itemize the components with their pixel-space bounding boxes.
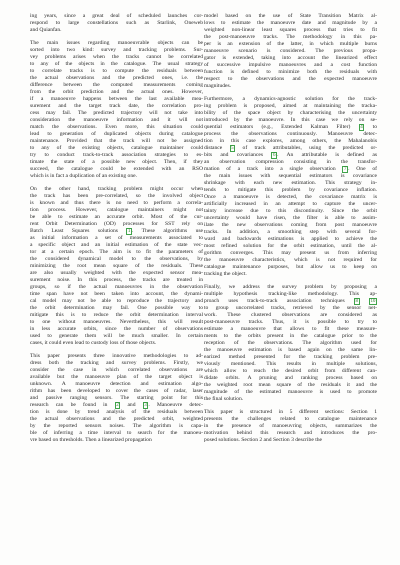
text-line: tion in this case explores, among others, the Mahalanobis bbox=[204, 138, 377, 144]
text-line: per is an extension of the latter, in which multiple burns bbox=[204, 41, 377, 47]
text-line: and Quianfan. bbox=[30, 27, 62, 33]
text-line: the track has been pre-correlated, so the involved object bbox=[30, 193, 203, 199]
text-line: presents the challenges related to catalogue maintenance bbox=[204, 416, 377, 422]
text-line: This paper is structured in 5 different sections: Section 1 bbox=[204, 409, 377, 415]
citation-link[interactable]: 5 bbox=[231, 146, 234, 151]
text-line: reception of the observations. The algorithm used for bbox=[204, 340, 377, 346]
text-line: succeed, the catalogue could be extended with an RSO bbox=[30, 166, 203, 172]
text-line: estimate a manoeuvre that allows to fit these measure- bbox=[204, 326, 377, 332]
text-line: multiple hypothesis tracking-like methodology. This ap- bbox=[204, 291, 377, 297]
text-line: the main issues with sequential estimators is covariance bbox=[204, 173, 377, 179]
text-line: tends to mitigate this problem by covariance inflation. bbox=[204, 187, 377, 193]
text-line: cases, it could even lead to custody loss of those objects. bbox=[30, 340, 157, 346]
text-line: magnitude of the estimated manoeuvre is used to promote bbox=[204, 389, 377, 395]
text-line: bility of the space object by characterising the uncertainty bbox=[204, 110, 377, 116]
citation-link[interactable]: 4 bbox=[360, 125, 363, 130]
text-line: if a manoeuvre happens between the last available mea- bbox=[30, 96, 203, 102]
text-line: minimizing the root mean square of the residuals. These bbox=[30, 263, 203, 269]
text-line: which allow to reach the desired orbit from different can- bbox=[204, 368, 377, 374]
citation-link[interactable]: 3 bbox=[144, 403, 147, 408]
text-line: the manoeuvre estimation is based again on the same lin- bbox=[204, 347, 377, 353]
text-line: respect to the observations and the expected manoeuvre bbox=[204, 76, 377, 82]
text-line: magnitudes. bbox=[204, 83, 232, 89]
text-line: viously mentioned. This results in multiple solutions, bbox=[204, 361, 377, 367]
text-line: motivation behind this research and introduces the pro- bbox=[204, 430, 377, 436]
text-line: distance 5 of track attributables, using the predicted or- bbox=[204, 145, 377, 151]
text-line: quential estimators (e.g., Extended Kalman Filter) 4 to bbox=[204, 124, 377, 130]
text-line: from the orbit prediction and the actual ones. However, bbox=[30, 89, 203, 95]
text-line: introduced by the manoeuvre. In this case we rely on se- bbox=[204, 117, 377, 123]
text-line: the actual observations and the predicted orbit, weighted bbox=[30, 416, 203, 422]
text-line: most refined solution for the orbit estimation, until the al- bbox=[204, 243, 377, 249]
text-line: consider the case in which correlated observations are bbox=[30, 367, 203, 373]
text-line: the weighted root mean square of the residuals it and the bbox=[204, 382, 377, 388]
text-line: research can be found in 2 and 3 . Manoeuvre detec- bbox=[30, 402, 203, 408]
text-line: of successive impulsive manoeuvres and a cost function bbox=[204, 62, 377, 68]
text-line: tion process. However, catalogue maintainers might not bbox=[30, 207, 203, 213]
text-line: post-manoeuvre tracks. Thus, it is possible to try to bbox=[204, 319, 377, 325]
text-line: sorted into two kind: survey and tracking problems. Sur- bbox=[30, 47, 203, 53]
text-line: ing years, since a great deal of scheduled launches cor- bbox=[30, 13, 203, 19]
text-line: posed solutions. Section 2 and Section 3 describe the bbox=[204, 437, 323, 443]
text-line: ward and backwards estimations is applied to achieve the bbox=[204, 236, 377, 242]
text-line: rithm has been developed to cover the cases of radar, laser bbox=[30, 388, 203, 394]
text-line: lead to generation of duplicated objects during catalogue bbox=[30, 131, 203, 137]
text-line: tracking the object. bbox=[204, 271, 247, 277]
text-line: process the observations continuously. Manoeuvre detec- bbox=[204, 131, 377, 137]
right-column bbox=[204, 13, 377, 444]
text-line: rent Orbit Determination (OD) processes for SST rely on bbox=[30, 221, 203, 227]
text-line: tor at a certain epoch. The aim is to fit the parameters of bbox=[30, 249, 203, 255]
text-line: This paper presents three innovative methodologies to ad- bbox=[30, 353, 203, 359]
paragraph bbox=[204, 96, 377, 278]
left-column bbox=[30, 13, 203, 444]
text-line: ing problem is proposed, aimed at maintaining the tracka- bbox=[204, 103, 377, 109]
text-line: The main issues regarding manoeuvrable objects can be bbox=[30, 40, 203, 46]
citation-link[interactable]: 8 bbox=[355, 299, 358, 304]
paragraph bbox=[30, 353, 203, 444]
text-line: ilate the new observations coming from post manoeuvre bbox=[204, 222, 377, 228]
paragraph bbox=[30, 186, 203, 347]
text-line: in the presence of manoeuvring objects, summarizes the bbox=[204, 423, 377, 429]
text-line: gorithm converges. This may present us from inferring bbox=[204, 250, 377, 256]
text-line: surement and the target track date, the correlation pro- bbox=[30, 103, 203, 109]
text-line: an observation compression consisting in the transfor- bbox=[204, 159, 377, 165]
text-line: and passive ranging sensors. The starting point for this bbox=[30, 395, 203, 401]
text-line: uncertainty would have risen, the filter is able to assim- bbox=[204, 215, 377, 221]
text-line: to any of the objects in the catalogue. The usual strategy bbox=[30, 61, 203, 67]
text-line: shrinkage with each new estimation. This strategy in- bbox=[204, 180, 377, 186]
citation-link[interactable]: 7 bbox=[344, 167, 347, 172]
text-line: work. These clustered observations are considered as bbox=[204, 312, 377, 318]
paragraph bbox=[204, 284, 377, 403]
paragraph bbox=[30, 13, 203, 34]
citation-link[interactable]: 6 bbox=[272, 153, 276, 158]
text-line: to correlate tracks is to compute the residuals between bbox=[30, 68, 203, 74]
text-line: model based on the use of State Transition Matrix al- bbox=[204, 13, 377, 19]
text-line: cal model may not be able to reproduce the trajectory and bbox=[30, 298, 203, 304]
text-line: Furthermore, a dynamics-agnostic solution for the track- bbox=[204, 96, 377, 102]
paragraph bbox=[30, 40, 203, 180]
text-line: Batch Least Squares solutions 1 . These algorithms use bbox=[30, 228, 203, 234]
text-line: function is defined to minimize both the residuals with bbox=[204, 69, 377, 75]
text-line: didate orbits. A pruning and ranking process based on bbox=[204, 375, 377, 381]
text-line: dress both the tracking and survey problems. Firstly, we bbox=[30, 360, 203, 366]
text-line: weighted non-linear least squares process that tries to fit bbox=[204, 27, 377, 33]
text-line: time span have not been taken into account, the dynami- bbox=[30, 291, 203, 297]
text-line: used to generate them will be much smaller. In certain bbox=[30, 333, 203, 339]
text-line: proach uses track-to-track association techniques 8 10 bbox=[204, 298, 376, 304]
text-line: a specific object and an initial estimation of the state vec- bbox=[30, 242, 203, 248]
text-line: are also usually weighted with the expected sensor mea- bbox=[30, 270, 203, 276]
text-line: Once a manoeuvre is detected, the covariance matrix is bbox=[204, 194, 377, 200]
text-line: the actual observations and the predicted ones, i.e. the bbox=[30, 75, 203, 81]
text-line: respond to large constellations such as Starlink, Oneweb bbox=[30, 20, 203, 26]
text-line: bits and covariances 6 . An attributable is defined as bbox=[204, 152, 377, 158]
text-line: surement noise. In this process, the tracks are treated in bbox=[30, 277, 203, 283]
text-line: the manoeuvre characteristics, which is not required for bbox=[204, 257, 377, 263]
text-line: the final solution. bbox=[204, 396, 244, 402]
text-line: to any of the existing objects, catalogue maintainer could bbox=[30, 145, 203, 151]
text-line: vre based on thresholds. Then a linearized propagation bbox=[30, 437, 152, 443]
text-line: tainty increase due to this discontinuity. Since the orbit bbox=[204, 208, 377, 214]
text-line: cess may fail. The predicted trajectory will not take into bbox=[30, 110, 203, 116]
text-line: mation of a track into a single observation 7 . One of bbox=[204, 166, 377, 172]
text-line: earized method presented for the tracking problem pre- bbox=[204, 354, 377, 360]
text-line: ble of inferring a time interval to search for the manoeu- bbox=[30, 430, 203, 436]
text-line: the post-manoeuvre tracks. The methodology in this pa- bbox=[204, 34, 377, 40]
text-line: tion is done by trend analysis of the residuals between bbox=[30, 409, 203, 415]
text-line: vey problems arises when the tracks cannot be correlated bbox=[30, 54, 203, 60]
text-line: available but the manoeuvre plan of the target object is bbox=[30, 374, 203, 380]
text-line: artificially increased in an attempt to capture the uncer- bbox=[204, 201, 377, 207]
text-line: On the other hand, tracking problem might occur when bbox=[30, 186, 203, 192]
text-line: the orbit determination may fail. One possible way to bbox=[30, 305, 203, 311]
text-line: try to conduct track-to-track association strategies to es- bbox=[30, 152, 203, 158]
citation-link[interactable]: 2 bbox=[116, 403, 119, 408]
text-line: gator is extended, taking into account the linearized effect bbox=[204, 55, 377, 61]
text-line: by the reported sensors noises. The algorithm is capa- bbox=[30, 423, 203, 429]
text-line: lows to estimate the manoeuvre date and magnitude by a bbox=[204, 20, 377, 26]
text-line: in less accurate orbits, since the number of observations bbox=[30, 326, 203, 332]
text-line: ments to the orbits present in the catalogue prior to the bbox=[204, 333, 377, 339]
text-line: to one without manoeuvres. Nevertheless, this will result bbox=[30, 319, 203, 325]
text-line: the considered dynamical model to the observations, by bbox=[30, 256, 203, 262]
text-line: maintenance. Provided that the track will not be assigned bbox=[30, 138, 203, 144]
text-line: consideration the manoeuvre information and it will not bbox=[30, 117, 203, 123]
text-line: to group uncorrelated tracks, retrieved by the sensor net- bbox=[204, 305, 377, 311]
text-line: be able to estimate an accurate orbit. Most of the cur- bbox=[30, 214, 203, 220]
text-line: tracks. In addition, a smoothing step with several for- bbox=[204, 229, 377, 235]
text-line: match the observations. Even more, this situation could bbox=[30, 124, 203, 130]
citation-link[interactable]: 1 bbox=[127, 229, 131, 234]
paragraph bbox=[204, 409, 377, 444]
text-line: timate the state of a possible new object. Then, if they bbox=[30, 159, 203, 165]
text-line: mitigate this is to reduce the orbit determination interval bbox=[30, 312, 203, 318]
citation-link[interactable]: 10 bbox=[370, 299, 376, 304]
text-line: catalogue maintenance purposes, but allow us to keep on bbox=[204, 264, 377, 270]
text-line: unknown. A manoeuvre detection and estimation algo- bbox=[30, 381, 203, 387]
text-line: is known and thus there is no need to perform a correla- bbox=[30, 200, 203, 206]
text-line: difference between the computed measurements coming bbox=[30, 82, 203, 88]
text-line: as initial information a set of measurements associated to bbox=[30, 235, 203, 241]
text-line: Finally, we address the survey problem by proposing a bbox=[204, 284, 377, 290]
paragraph bbox=[204, 13, 377, 90]
text-line: which is in fact a duplication of an existing one. bbox=[30, 173, 137, 179]
text-line: manoeuvre scenario is considered. The previous propa- bbox=[204, 48, 377, 54]
text-line: groups, so if the actual manoeuvres in the observation bbox=[30, 284, 203, 290]
